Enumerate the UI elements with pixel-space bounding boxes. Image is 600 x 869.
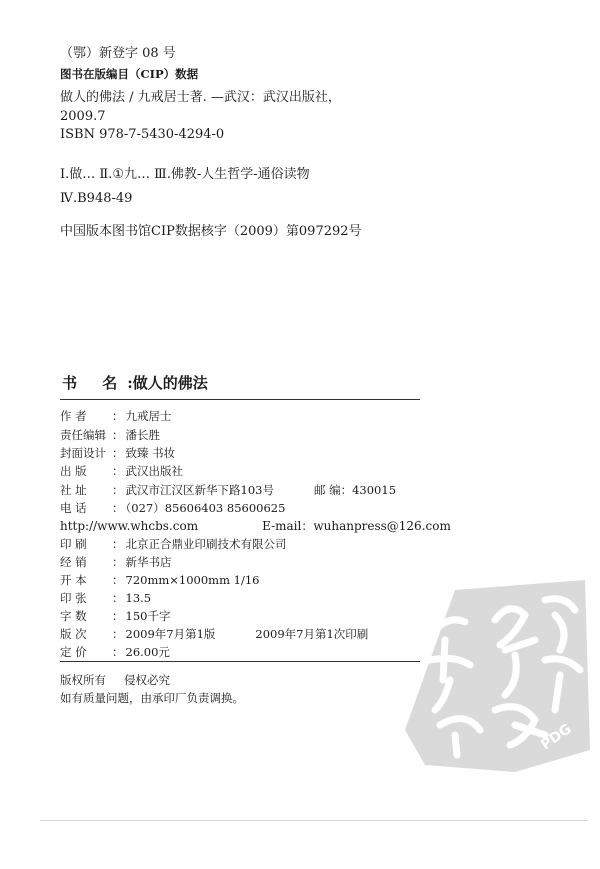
info-row-wordcount: 字 数 ： 150千字 — [60, 609, 171, 623]
info-row-printer: 印 刷 ： 北京正合鼎业印刷技术有限公司 — [60, 537, 287, 551]
printing-info: 2009年7月第1次印刷 — [255, 627, 369, 641]
book-title: 书 名:做人的佛法 — [62, 374, 208, 392]
all-rights-reserved: 版权所有 — [60, 673, 106, 687]
isbn: ISBN 978-7-5430-4294-0 — [60, 127, 225, 142]
cip-classification: Ⅳ.B948-49 — [60, 191, 133, 206]
divider-top — [60, 399, 420, 400]
postcode: 邮 编：430015 — [313, 483, 397, 497]
pdg-watermark-seal — [395, 560, 595, 775]
info-row-format: 开 本 ： 720mm×1000mm 1/16 — [60, 573, 260, 587]
info-row-price: 定 价 ： 26.00元 — [60, 645, 170, 659]
info-row-sheets: 印 张 ： 13.5 — [60, 591, 152, 605]
quality-notice: 如有质量问题，由承印厂负责调换。 — [60, 691, 244, 705]
book-title-label: 书 名 — [62, 374, 128, 392]
website-url: http://www.whcbs.com — [60, 519, 199, 533]
info-row-edition: 版 次 ： 2009年7月第1版 2009年7月第1次印刷 — [60, 627, 369, 641]
registration-number: （鄂）新登字 08 号 — [60, 46, 176, 61]
cip-heading: 图书在版编目（CIP）数据 — [60, 67, 199, 81]
rights-notice — [60, 671, 244, 707]
cip-subjects: Ⅰ.做… Ⅱ.①九… Ⅲ.佛教-人生哲学-通俗读物 — [60, 167, 310, 182]
rights-line — [60, 671, 244, 689]
info-row-web — [60, 517, 451, 534]
email-address: E-mail：wuhanpress@126.com — [262, 519, 451, 533]
info-row-author: 作 者 ： 九戒居士 — [60, 409, 172, 423]
book-title-value: 做人的佛法 — [132, 374, 208, 392]
info-row-publisher: 出 版 ： 武汉出版社 — [60, 464, 183, 478]
divider-bottom — [60, 661, 420, 662]
info-row-distributor: 经 销 ： 新华书店 — [60, 555, 172, 569]
page-edge-line — [40, 820, 588, 821]
info-row-editor: 责任编辑 ： 潘长胜 — [60, 428, 160, 442]
info-row-phone: 电 话 ： （027）85606403 85600625 — [60, 501, 286, 515]
info-row-cover-design: 封面设计 ： 致臻 书妆 — [60, 446, 176, 460]
pdg-watermark-text: PDG — [538, 721, 575, 754]
info-row-address: 社 址 ： 武汉市江汉区新华下路103号 邮 编：430015 — [60, 483, 397, 497]
cip-bibliographic-line: 做人的佛法 / 九戒居士著. —武汉：武汉出版社， — [60, 90, 341, 105]
cip-record-number: 中国版本图书馆CIP数据核字（2009）第097292号 — [60, 224, 362, 239]
cip-date: 2009.7 — [60, 109, 106, 124]
infringement-notice: 侵权必究 — [124, 673, 170, 687]
